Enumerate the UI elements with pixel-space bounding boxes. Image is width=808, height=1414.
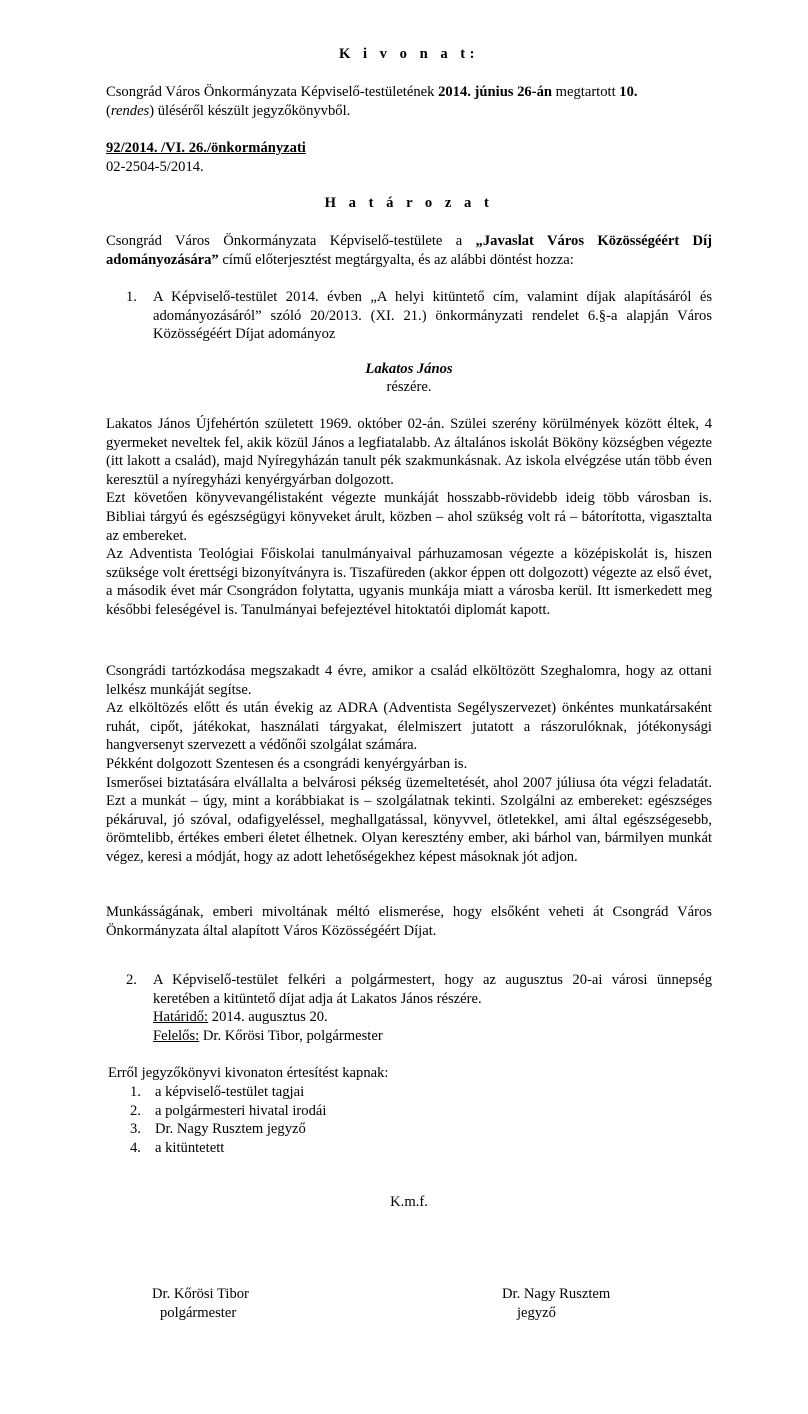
- bio-paragraph-7: Ismerősei biztatására elvállalta a belvárosi pékség üzemeltetését, ahol 2007 júliusa óta végzi feladatát. Ezt a munkát – úgy, mint a korábbiakat is – szolgálatnak tekinti. Szolgálni az embereket: egészséges pékáruval, jó szóval, odafigyeléssel, meghallgatással, könyvvel, ötletekkel, ami által egészségesebb, örömtelibb, értékes emberi életet élhetnek. Olyan keresztény ember, aki bárhol van, bármilyen munkát végez, keresi a módját, hogy az adott lehetőségekhez képest másoknak jót adjon.: [106, 774, 712, 865]
- meeting-date: 2014. június 26-án: [438, 84, 553, 100]
- awardee-name: Lakatos János: [365, 361, 453, 377]
- bio-paragraph-1: Lakatos János Újfehértón született 1969. október 02-án. Szülei szerény körülmények között éltek, 4 gyermeket neveltek fel, akik közül János a legfiatalabb. Az általános iskolát Bököny községben végezte (itt lakott a család), majd Nyíregyházán tanult pék szakmunkásnak. Az iskola elvégzése után több éven keresztül a nyíregyházi kenyérgyárban dolgozott.: [106, 416, 712, 488]
- recipients-list: [130, 1083, 530, 1157]
- list-item: 3. Dr. Nagy Rusztem jegyző: [130, 1121, 306, 1138]
- decision-intro-text-2: című előterjesztést megtárgyalta, és az alábbi döntést hozza:: [218, 251, 574, 268]
- file-number: 02-2504-5/2014.: [106, 159, 204, 175]
- bio-paragraph-4: Csongrádi tartózkodása megszakadt 4 évre, amikor a család elköltözött Szeghalomra, hogy az ottani lelkész munkáját segítse.: [106, 663, 712, 698]
- bio-paragraph-2: Ezt követően könyvevangélistaként végezte munkáját hosszabb-rövidebb ideig több városban is. Bibliai tárgyú és egészségügyi könyveket árult, közben – ahol szükség volt rá – bátorította, vigasztalta az embereket.: [106, 490, 712, 544]
- deadline-label: Határidő:: [153, 1009, 209, 1026]
- awardee-suffix: részére.: [386, 379, 432, 395]
- biography-block-1: [106, 415, 712, 620]
- meeting-number: 10.: [619, 84, 638, 100]
- notification-intro: Erről jegyzőkönyvi kivonaton értesítést kapnak:: [108, 1065, 389, 1081]
- item-number: 2.: [126, 972, 137, 988]
- responsible-line: [153, 1027, 712, 1046]
- kmf-mark: K.m.f.: [390, 1194, 428, 1210]
- intro-text-2: megtartott: [552, 84, 620, 100]
- item-number: 1.: [126, 289, 137, 305]
- intro-text-3: (: [106, 102, 111, 119]
- signature-left-title: polgármester: [160, 1305, 237, 1321]
- meeting-type: rendes: [110, 102, 150, 119]
- deadline-value: 2014. augusztus 20.: [208, 1009, 328, 1026]
- deadline-line: [153, 1008, 712, 1027]
- decision-item-1: [126, 288, 712, 344]
- responsible-value: Dr. Kőrösi Tibor, polgármester: [199, 1027, 383, 1044]
- proposal-title: „Javaslat Város Közösségéért Díj adományozására”: [106, 233, 712, 268]
- list-item: 1. a képviselő-testület tagjai: [130, 1084, 305, 1100]
- bio-paragraph-5: Az elköltözés előtt és után évekig az ADRA (Adventista Segélyszervezet) önkéntes munkatársaként ruhát, cipőt, játékokat, használati tárgyakat, élelmiszert jutatott a rászorulóknak, jótékonysági hangversenyt szervezett a védőnői szolgálat számára.: [106, 700, 712, 754]
- item-text: A Képviselő-testület felkéri a polgármestert, hogy az augusztus 20-ai városi ünnepség keretében a kitüntető díjat adja át Lakatos János részére.: [153, 972, 712, 1007]
- bio-paragraph-6: Pékként dolgozott Szentesen és a csongrádi kenyérgyárban is.: [106, 755, 468, 772]
- signature-right-name: Dr. Nagy Rusztem: [502, 1286, 611, 1302]
- bio-paragraph-3: Az Adventista Teológiai Főiskolai tanulmányaival párhuzamosan végezte a középiskolát is, hiszen szüksége volt érettségi bizonyítványra is. Tiszafüreden (akkor éppen ott dolgozott) végezte az első évet, a második évet már Csongrádon folytatta, ugyanis munkája miatt a városba kerül. Itt ismerkedett meg későbbi feleségével is. Tanulmányai befejeztével hitoktatói diplomát kapott.: [106, 546, 712, 618]
- decision-item-2: [126, 971, 712, 1045]
- list-item: 2. a polgármesteri hivatal irodái: [130, 1102, 327, 1119]
- document-heading: K i v o n a t:: [338, 46, 480, 62]
- resolution-heading: H a t á r o z a t: [324, 195, 494, 211]
- intro-text-4: ) üléséről készült jegyzőkönyvből.: [149, 102, 351, 119]
- decision-intro: [106, 232, 712, 269]
- biography-block-2: [106, 662, 712, 867]
- intro-paragraph: [106, 83, 712, 120]
- list-item: 4. a kitüntetett: [130, 1139, 225, 1156]
- resolution-number: 92/2014. /VI. 26./önkormányzati: [106, 140, 306, 156]
- item-body: [153, 971, 712, 1045]
- responsible-label: Felelős:: [153, 1027, 200, 1044]
- signature-right-title: jegyző: [517, 1305, 556, 1321]
- decision-intro-text-1: Csongrád Város Önkormányzata Képviselő-testülete a: [106, 233, 476, 249]
- bio-paragraph-8: Munkásságának, emberi mivoltának méltó elismerése, hogy elsőként veheti át Csongrád Város Önkormányzata által alapított Város Közösségéért Díjat.: [106, 904, 712, 939]
- intro-text-1: Csongrád Város Önkormányzata Képviselő-testületének: [106, 84, 439, 100]
- signature-left-name: Dr. Kőrösi Tibor: [152, 1286, 249, 1302]
- item-text: A Képviselő-testület 2014. évben „A helyi kitüntető cím, valamint díjak alapításáról és adományozásáról” szóló 20/2013. (XI. 21.) önkormányzati rendelet 6.§-a alapján Város Közösségéért Díjat adományoz: [153, 289, 712, 343]
